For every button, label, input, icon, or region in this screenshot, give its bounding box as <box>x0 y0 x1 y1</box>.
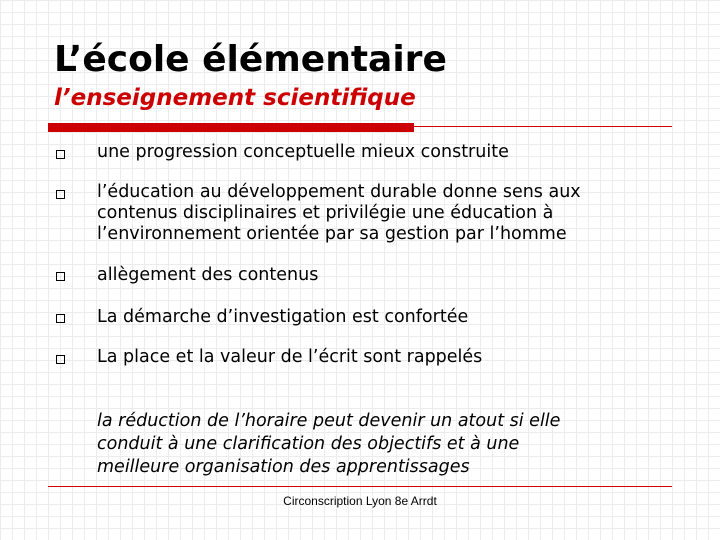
italic-note: la réduction de l’horaire peut devenir un atout si elle conduit à une clarification des objectifs et à une meilleure organisation des apprentissages <box>97 411 561 477</box>
footer-text: Circonscription Lyon 8e Arrdt <box>283 494 437 508</box>
bullet-text: La démarche d’investigation est confortée <box>97 307 469 327</box>
bullet-text: allègement des contenus <box>97 265 319 285</box>
title-accent-bar <box>48 123 414 132</box>
bullet-text: La place et la valeur de l’écrit sont rappelés <box>97 347 483 367</box>
hollow-square-bullet-icon <box>56 190 65 199</box>
slide-title: L’école élémentaire <box>54 39 447 80</box>
bullet-text: une progression conceptuelle mieux construite <box>97 142 509 162</box>
hollow-square-bullet-icon <box>56 150 65 159</box>
hollow-square-bullet-icon <box>56 272 65 281</box>
slide-subtitle: l’enseignement scientifique <box>54 85 416 111</box>
hollow-square-bullet-icon <box>56 314 65 323</box>
hollow-square-bullet-icon <box>56 355 65 364</box>
title-divider-line <box>414 126 672 127</box>
bullet-text: l’éducation au développement durable donne sens aux contenus disciplinaires et privilégie une éducation à l’environnement orientée par sa gestion par l’homme <box>97 182 581 244</box>
footer-divider-line <box>48 486 672 487</box>
